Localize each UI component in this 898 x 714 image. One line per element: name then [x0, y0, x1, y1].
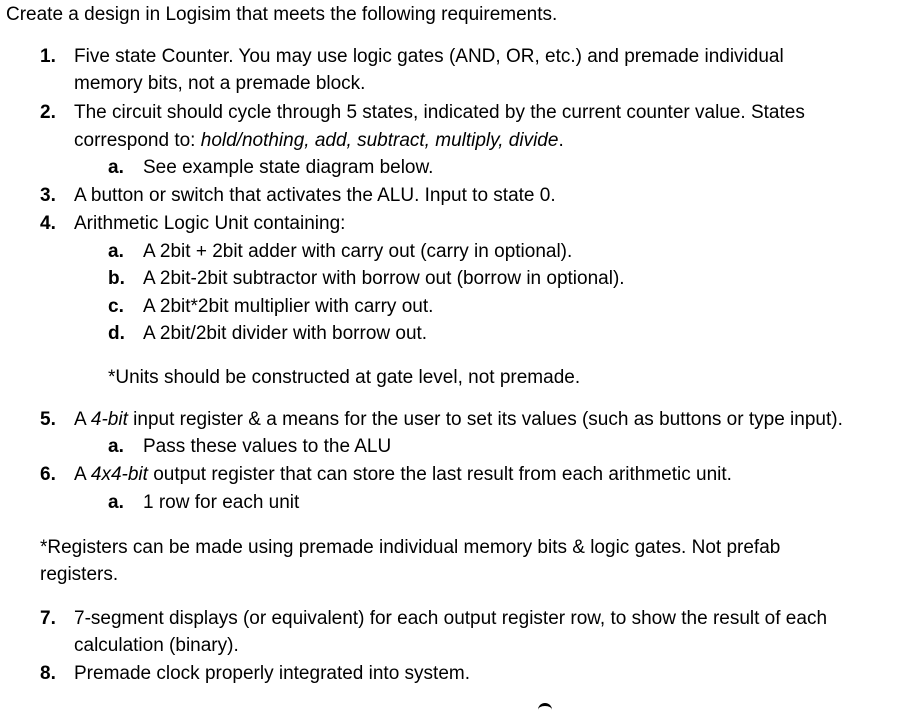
sub-item-text: 1 row for each unit	[143, 492, 300, 513]
item-6-emphasis: 4x4-bit	[90, 464, 148, 485]
item-number: 6.	[40, 464, 56, 485]
sub-item-text: A 2bit*2bit multiplier with carry out.	[143, 296, 434, 317]
sub-item-letter: d.	[108, 323, 125, 344]
item-5-emphasis: 4-bit	[90, 409, 128, 430]
sub-item-text: Pass these values to the ALU	[143, 436, 392, 457]
sub-item-text: A 2bit-2bit subtractor with borrow out (borrow in optional).	[143, 268, 625, 289]
item-6-suffix: output register that can store the last result from each arithmetic unit.	[147, 464, 732, 485]
item-text: 7-segment displays (or equivalent) for each output register row, to show the result of each	[74, 608, 828, 629]
sub-item-letter: a.	[108, 436, 124, 457]
sub-item-text: See example state diagram below.	[143, 157, 434, 178]
sub-item-text: A 2bit + 2bit adder with carry out (carry in optional).	[143, 241, 573, 262]
item-number: 2.	[40, 102, 56, 123]
units-note: *Units should be constructed at gate level, not premade.	[108, 367, 581, 388]
sub-item-letter: a.	[108, 157, 124, 178]
item-6-prefix: A	[74, 464, 91, 485]
item-2-continuation	[74, 127, 564, 155]
item-text: Five state Counter. You may use logic gates (AND, OR, etc.) and premade individual	[74, 46, 784, 67]
item-2-prefix: correspond to:	[74, 130, 201, 151]
item-text	[74, 461, 732, 489]
registers-note-line2: registers.	[40, 564, 119, 585]
item-number: 1.	[40, 46, 56, 67]
item-2-suffix: .	[558, 130, 564, 151]
item-text	[74, 406, 843, 434]
item-7-continuation: calculation (binary).	[74, 635, 239, 656]
item-5-prefix: A	[74, 409, 91, 430]
sub-item-letter: a.	[108, 241, 124, 262]
registers-note-line1: *Registers can be made using premade individual memory bits & logic gates. Not prefab	[40, 537, 781, 558]
intro-text: Create a design in Logisim that meets the following requirements.	[6, 4, 558, 25]
item-text: A button or switch that activates the ALU. Input to state 0.	[74, 185, 556, 206]
item-text: Premade clock properly integrated into system.	[74, 663, 471, 684]
item-2-states: hold/nothing, add, subtract, multiply, divide	[200, 130, 559, 151]
item-number: 3.	[40, 185, 56, 206]
sub-item-letter: a.	[108, 492, 124, 513]
item-5-suffix: input register & a means for the user to set its values (such as buttons or type input).	[127, 409, 843, 430]
item-number: 8.	[40, 663, 56, 684]
sub-item-text: A 2bit/2bit divider with borrow out.	[143, 323, 428, 344]
item-1-continuation: memory bits, not a premade block.	[74, 73, 366, 94]
cropped-diagram-edge	[538, 703, 552, 714]
item-number: 4.	[40, 213, 56, 234]
item-number: 7.	[40, 608, 56, 629]
sub-item-letter: b.	[108, 268, 125, 289]
item-text: The circuit should cycle through 5 states, indicated by the current counter value. States	[74, 102, 805, 123]
item-text: Arithmetic Logic Unit containing:	[74, 213, 346, 234]
item-number: 5.	[40, 409, 56, 430]
sub-item-letter: c.	[108, 296, 124, 317]
